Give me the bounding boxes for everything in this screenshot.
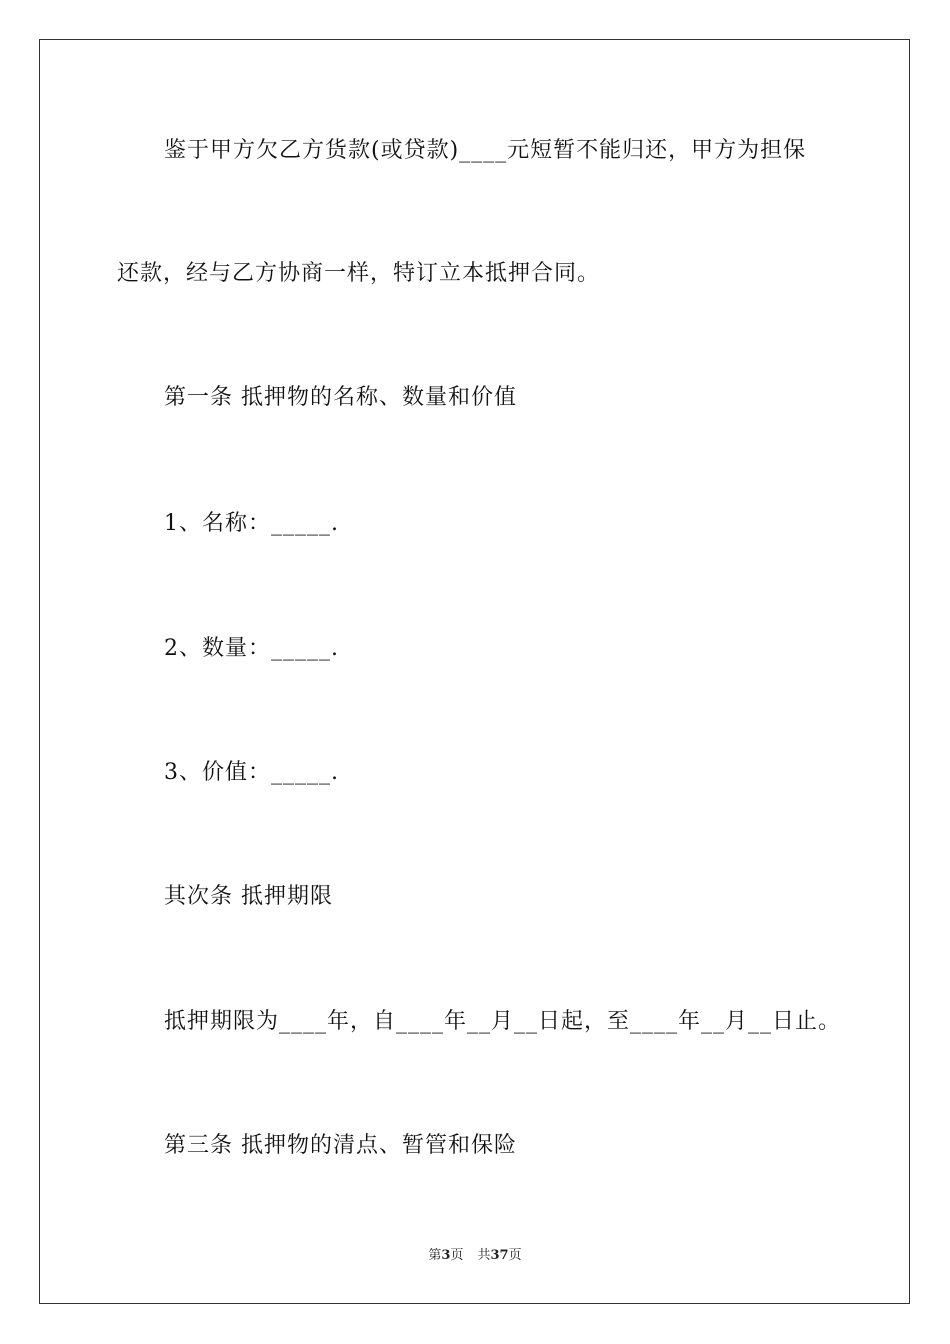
- footer-page-prefix: 第: [428, 1248, 442, 1263]
- footer-total-suffix: 页: [508, 1248, 522, 1263]
- paragraph-intro-line-2: 还款，经与乙方协商一样，特订立本抵押合同。: [117, 261, 601, 286]
- footer-page-suffix: 页: [450, 1248, 464, 1263]
- footer-page-number: 3: [441, 1248, 451, 1263]
- footer-total-pages: 37: [490, 1248, 509, 1263]
- page-border: [39, 39, 910, 1304]
- footer-total-prefix: 共: [477, 1248, 491, 1263]
- item-quantity: 2、数量：_____.: [164, 636, 339, 661]
- article-1-heading: 第一条 抵押物的名称、数量和价值: [164, 385, 517, 410]
- mortgage-term-text: 抵押期限为____年，自____年__月__日起，至____年__月__日止。: [164, 1009, 842, 1034]
- article-3-heading: 第三条 抵押物的清点、暂管和保险: [164, 1133, 517, 1158]
- paragraph-intro-line-1: 鉴于甲方欠乙方货款(或贷款)____元短暂不能归还，甲方为担保: [164, 138, 807, 163]
- item-name: 1、名称：_____.: [164, 511, 339, 536]
- item-value: 3、价值：_____.: [164, 760, 339, 785]
- article-2-heading: 其次条 抵押期限: [164, 884, 333, 909]
- page-footer: [0, 1247, 950, 1265]
